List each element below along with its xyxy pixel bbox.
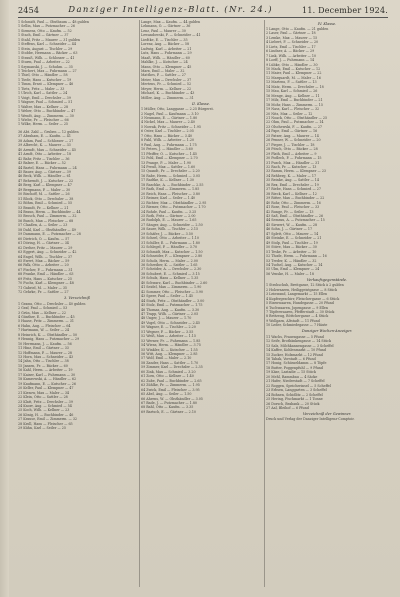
list-entry: 36 Schreiber, K. — Sattler — 1.65 bbox=[141, 262, 198, 267]
list-entry: 55 Winkler, K. — Kutscher — 1.55 bbox=[141, 347, 198, 352]
list-entry: 52 Weiß, Max — Arbeiter — 1.15 bbox=[141, 334, 196, 339]
list-entry: 42 Runge, Fr. — Seiler — 13 bbox=[266, 209, 314, 214]
list-entry: 15 Quandt, Fr. — Drechsler — 2.20 bbox=[141, 169, 200, 174]
list-entry: 15 Zucker, Holzmarkt — 12 Pfund bbox=[266, 352, 323, 357]
list-entry: 72 Gehrke, Fr. — Sattler — 27 bbox=[18, 290, 69, 295]
list-entry: Meyer, Herm. — Kellner — 22 bbox=[141, 86, 192, 91]
page-header bbox=[18, 4, 388, 16]
list-entry: 3 Leinwand, Langemarkt — 15 Ellen bbox=[266, 292, 328, 297]
list-entry: 29 Schäfer, J. — Bäcker — 3.50 bbox=[141, 231, 193, 236]
section-heading: 3. Verzeichniß bbox=[63, 296, 91, 301]
list-entry: 14 Jahn, Otto — Tischler — 38 bbox=[18, 359, 69, 364]
publication-title: Danziger Intelligenz-Blatt. (Nr. 24.) bbox=[68, 5, 273, 15]
list-entry: 2 Graf, Paul — Schmied — 53 bbox=[18, 306, 68, 311]
list-entry: 18 Butter, Poggenpfuhl — 9 Pfund bbox=[266, 365, 324, 370]
list-entry: 1 Grams, Otto — Drechsler — 40 gulden bbox=[18, 301, 86, 306]
list-entry: 50 Stüve, Max — Bäcker — 30 bbox=[266, 245, 317, 250]
list-entry: 61 Döring, H. — Gärtner — 34 bbox=[18, 241, 69, 246]
list-entry: 45 Siewert, W. — Kaufm. — 28 bbox=[266, 222, 318, 227]
list-entry: 30 Podlech, P. — Fuhrmann — 15 bbox=[266, 156, 322, 161]
list-entry: 27 Aal, Bleihof — 6 Pfund bbox=[266, 406, 309, 411]
list-entry: 52 Böhm, Emil — Schmied — 55 bbox=[18, 201, 73, 206]
list-entry: Lenz, Paul — Maurer — 30 bbox=[141, 28, 186, 33]
list-entry: 42 Sommer, Otto — Fleischer — 3.90 bbox=[141, 289, 203, 294]
issue-date: 11. December 1924. bbox=[302, 5, 388, 15]
list-entry: 12 Hoffmann, P. — Maurer — 28 bbox=[18, 350, 73, 355]
list-entry: 34 Rehberg, K. — Maler — 17 bbox=[266, 173, 317, 178]
list-entry: 44 Semrau, A. — Putzmacher — 15 bbox=[266, 218, 325, 223]
list-entry: 1 Wilke, Herm. — Seiler — 25 bbox=[18, 122, 69, 127]
list-entry: 32 Rach, Fr. — Kutscher — 13 bbox=[266, 165, 317, 169]
list-entry: 56 Venske, H. — Maler — 18 bbox=[266, 271, 314, 276]
list-entry: 62 Zube, Paul — Buchbinder — 2.65 bbox=[141, 378, 202, 383]
list-entry: 64 Engel, Wilh. — Tischler — 37 bbox=[18, 254, 73, 259]
list-entry: 51 Block, Otto — Drechsler — 38 bbox=[18, 196, 74, 201]
list-entry: 25 Hering, Fischmarkt — 1 Tonne bbox=[266, 397, 323, 402]
list-entry: 11 Maier, Paul — Klempner — 22 bbox=[266, 71, 322, 76]
list-entry: 26 König, H. — Buchbinder — 46 bbox=[18, 412, 74, 417]
list-entry: 60 Dietrich, O. — Kaufm. — 57 bbox=[18, 236, 70, 241]
list-entry: 12 Seife, Brotbänkengasse — 14 Stück bbox=[266, 339, 331, 344]
list-entry: Mann, Otto — Klempner — 45 bbox=[141, 64, 192, 69]
list-entry: Ludwig, Karl — Arbeiter — 21 bbox=[141, 46, 192, 51]
list-entry: 52 Thode, Herm. — Fuhrmann — 16 bbox=[266, 254, 327, 259]
list-entry: 20 Keller, Paul — Klempner — 47 bbox=[18, 386, 74, 391]
list-entry: 35 Scholz, Herm. — Maler — 2.00 bbox=[141, 258, 198, 263]
list-entry: 53 Treder, K. — Händler — 32 bbox=[266, 258, 317, 263]
list-entry: 9 Wollgarn, Altstadt — 11 Pfund bbox=[266, 318, 320, 323]
list-entry: 1 Wagner, Paul — Schmied — 51 bbox=[18, 100, 73, 105]
list-entry: Lutz, Hans — Fuhrmann — 29 bbox=[141, 51, 192, 56]
list-entry: 40 Schwarz, Karl — Buchbinder — 2.60 bbox=[141, 280, 208, 285]
list-entry: 1 Stobbe, Hermann — Bäcker — 63 bbox=[18, 51, 78, 56]
list-entry: 6 Hahn, Aug. — Fleischer — 64 bbox=[18, 323, 71, 328]
list-entry: 20 Nitz, Max — Seiler — 12 bbox=[266, 111, 313, 116]
list-entry: 11 Wachs, Frauengasse — 5 Pfund bbox=[266, 334, 324, 339]
list-entry: 7 Link, Wilh. — Arbeiter — 10 bbox=[266, 53, 317, 58]
list-entry: 31 Schiller, E. — Fuhrmann — 1.80 bbox=[141, 240, 200, 245]
list-entry: 14 Matz, Herm. — Drechsler — 18 bbox=[266, 84, 324, 89]
list-entry: 9 Lübke, Otto — Händler — 30 bbox=[266, 62, 318, 67]
list-entry: 56 Busch, Max — Fleischer — 68 bbox=[18, 218, 74, 223]
list-entry: 26 Rudolph, E. — Maurer — 1.65 bbox=[141, 218, 197, 223]
list-entry: Lewandowski, F. — Schneider — 41 bbox=[141, 33, 201, 38]
list-entry: 4 Nickel, Max — Maurer — 2.40 bbox=[141, 120, 195, 125]
list-entry: 10 Herrmann, J. — Kaufm. — 56 bbox=[18, 341, 72, 346]
list-entry: 21 Kiesow, Max — Maler — 34 bbox=[18, 390, 70, 395]
column-divider bbox=[264, 20, 265, 587]
list-entry: 4 Liebert, F. — Schneider — 20 bbox=[266, 40, 319, 45]
list-entry: 1 Sturm, Paul — Arbeiter — 22 bbox=[18, 60, 70, 65]
list-entry: Lange, Max — Kaufm. — 44 gulden bbox=[141, 20, 201, 24]
list-entry: 23 Erbsen, Langgarten — 3 Scheffel bbox=[266, 388, 327, 393]
list-entry: Lehmann, O. — Gärtner — 36 bbox=[141, 24, 191, 29]
list-entry: 8 Loeff, J. — Fuhrmann — 14 bbox=[266, 58, 315, 63]
list-entry: 55 Brosch, Paul — Zimmerm. — 32 bbox=[18, 214, 77, 219]
list-entry: 11 Hinz, Emil — Gärtner — 33 bbox=[18, 346, 69, 351]
list-entry: 40 Rohr, Otto — Zimmerm. — 16 bbox=[266, 200, 321, 205]
list-entry: 25 Patzer, Aug. — Maurer — 14 bbox=[266, 133, 319, 138]
list-entry: 1 Szymanski, J. — Schuhm. — 35 bbox=[18, 64, 73, 69]
list-entry: 69 Bartsch, E. — Gärtner — 2.10 bbox=[141, 409, 197, 414]
list-entry: 54 Tuchel, Aug. — Kutscher — 14 bbox=[266, 262, 323, 267]
list-entry: 65 Ewert, Max — Bäcker — 59 bbox=[18, 259, 70, 264]
list-entry: 37 Schröder, A. — Drechsler — 2.30 bbox=[141, 267, 202, 272]
list-entry: 1 Strauß, Wilh. — Schlosser — 41 bbox=[18, 55, 75, 60]
list-entry: 43 Saß, Emil — Obsthändler — 26 bbox=[266, 213, 324, 218]
list-entry: 22 Klein, Otto — Sattler — 28 bbox=[18, 395, 68, 400]
list-entry: 41 Seidel, Max — Zimmerm. — 1.90 bbox=[141, 285, 202, 290]
list-entry: 29 Kühn, Karl — Seiler — 25 bbox=[18, 426, 66, 431]
list-entry: 62 Dreher, Fritz — Maurer — 29 bbox=[18, 245, 73, 250]
list-entry: 43 Speer, Paul — Seiler — 1.45 bbox=[141, 294, 194, 299]
section-heading: Danziger Wochen-Anzeiger. bbox=[301, 329, 353, 334]
page-number: 2454 bbox=[18, 5, 40, 15]
list-entry: 18 Mohr, Hans — Zimmerm. — 15 bbox=[266, 102, 323, 107]
list-entry: 35 Reinke, Aug. — Sattler — 14 bbox=[266, 178, 319, 183]
list-entry: 67 Bade, J. — Putzmacher — 1.80 bbox=[141, 401, 198, 406]
list-entry: 19 Rath, Emil — Zimmerm. — 1.85 bbox=[141, 187, 200, 192]
list-entry: 49 Stolp, Paul — Tischler — 19 bbox=[266, 240, 318, 245]
list-entry: 27 Krause, Emil — Zimmerm. — 32 bbox=[18, 417, 78, 422]
list-entry: 1 Steffens, Karl — Schneider — 44 bbox=[18, 42, 76, 47]
list-entry: 1 Wendt, Aug. — Zimmerm. — 30 bbox=[18, 113, 74, 118]
list-entry: 2 Nagel, Paul — Kaufmann — 3.10 bbox=[141, 111, 199, 116]
list-entry: 5 Nowak, Fritz — Schneider — 1.95 bbox=[141, 124, 201, 129]
list-entry: 24 Bohnen, Schidlitz — 2 Scheffel bbox=[266, 392, 323, 397]
list-entry: 22 Ohm, Paul — Putzmacher — 14 bbox=[266, 120, 324, 125]
list-entry: 21 Reimer, Karl — Seiler — 1.40 bbox=[141, 196, 196, 201]
list-entry: 11 Pfeiffer, O. — Kutscher — 1.45 bbox=[141, 151, 198, 156]
list-entry: 47 Splett, Otto — Maurer — 14 bbox=[266, 231, 319, 236]
list-entry: 1 Weber, Otto — Buchbinder — 47 bbox=[18, 109, 76, 114]
list-entry: 37 Riebe, Hans — Schmied — 27 bbox=[266, 187, 321, 192]
list-entry: 68 Franke, Emil — Händler — 63 bbox=[18, 272, 74, 277]
list-entry: 51 Wegner, P. — Bäcker — 3.55 bbox=[141, 329, 194, 334]
list-entry: 31 Pusch, Max — Händler — 31 bbox=[266, 160, 320, 165]
list-entry: 15 Jansen, Fr. — Bäcker — 60 bbox=[18, 363, 68, 368]
list-entry: 49 Vogel, Otto — Schneider — 2.45 bbox=[141, 320, 200, 325]
list-entry: 57 Claaßen, A. — Seiler — 23 bbox=[18, 223, 68, 228]
list-entry: 20 Reich, Hans — Fleischer — 3.80 bbox=[141, 191, 201, 196]
list-entry: 33 Schmidt, Max — Kutscher — 1.50 bbox=[141, 249, 203, 254]
list-entry: 67 Fischer, P. — Fuhrmann — 31 bbox=[18, 267, 73, 272]
list-entry: 13 Salz, Milchkannengasse — 3 Scheffel bbox=[266, 343, 334, 348]
list-entry: 17 Radtke, K. — Kellner — 1.30 bbox=[141, 178, 194, 183]
list-entry: 5 Haase, Fritz — Zimmerm. — 31 bbox=[18, 319, 74, 324]
list-entry: 17 Kaiser, Karl — Fuhrmann — 30 bbox=[18, 372, 76, 377]
list-entry: 26 Penner, W. — Schneider — 20 bbox=[266, 138, 321, 143]
list-entry: 1 Lange, Otto — Kaufm. — 21 gulden bbox=[266, 26, 329, 31]
list-entry: 54 Braun, Herm. — Buchbinder — 44 bbox=[18, 210, 81, 215]
list-entry: 63 Zühlke, Fr. — Zimmerm. — 1.95 bbox=[141, 383, 200, 388]
list-entry: 50 Bischoff, M. — Sattler — 26 bbox=[18, 192, 70, 197]
list-entry: 7 Töpferwaaren, Pfefferstadt — 30 Stück bbox=[266, 310, 335, 314]
list-entry: 14 Preuß, Max — Sattler — 1.60 bbox=[141, 165, 196, 169]
list-entry: 14 Kaffee, Kohlenmarkt — 10 Pfund bbox=[266, 348, 327, 353]
list-entry: 59 Dammann, E. — Putzmacher — 28 bbox=[18, 232, 81, 237]
list-entry: 6 Tuchwaaren, Jopengasse — 9 Ellen bbox=[266, 305, 328, 310]
binding-margin bbox=[0, 0, 9, 597]
list-entry: 46 Thomas, Aug. — Kaufm. — 3.30 bbox=[141, 307, 200, 312]
list-entry: 17 Milz, Emil — Buchbinder — 21 bbox=[266, 98, 323, 103]
list-entry: 18 Kamrowski, A. — Händler — 62 bbox=[18, 377, 77, 382]
column-2 bbox=[141, 20, 261, 587]
list-entry: Marx, Emil — Maler — 32 bbox=[141, 68, 185, 73]
list-entry: Druck und Verlag der Danziger Intelligenz-Comptoir. bbox=[266, 417, 355, 422]
list-entry: 22 Roggen, Speicherinsel — 5 Scheffel bbox=[266, 383, 331, 388]
list-entry: 60 Zink, Max — Schmied — 3.20 bbox=[141, 369, 196, 374]
list-entry: 8 Heinrich, K. — Obsthändler — 50 bbox=[18, 332, 78, 337]
list-entry: 10 Leder, Schmiedegasse — 7 Häute bbox=[266, 323, 328, 328]
list-entry: 58 Zander, Hans — Sattler — 1.70 bbox=[141, 360, 199, 365]
list-entry: 66 Falk, Otto — Arbeiter — 20 bbox=[18, 263, 69, 268]
section-heading: Verzeichniß der Gewinner. bbox=[302, 411, 352, 416]
list-entry: 70 Fuchs, Karl — Klempner — 48 bbox=[18, 281, 74, 286]
list-entry: 56 Witt, Aug. — Klempner — 2.85 bbox=[141, 352, 198, 357]
list-entry: Möller, Aug. — Zimmerm. — 31 bbox=[141, 95, 194, 100]
list-entry: 8 Pahl, Wilh. — Arbeiter — 1.20 bbox=[141, 138, 195, 143]
column-divider bbox=[139, 20, 140, 587]
list-entry: 7 Hartmann, W. — Seiler — 24 bbox=[18, 328, 70, 333]
list-entry: 24 Rohde, Paul — Kaufm. — 3.25 bbox=[141, 209, 197, 214]
list-entry: 44 Stark, Fritz — Obsthändler — 3.00 bbox=[141, 298, 205, 303]
list-entry: 38 Schubert, E. — Schmied — 3.15 bbox=[141, 271, 200, 276]
list-entry: 54 Wiens, Herm. — Händler — 3.75 bbox=[141, 343, 201, 348]
list-entry: 23 Olschewski, F. — Kaufm. — 27 bbox=[266, 124, 323, 129]
list-entry: 13 Martens, F. — Sattler — 13 bbox=[266, 80, 317, 85]
list-entry: Mahlke, J. — Kutscher — 24 bbox=[141, 60, 188, 65]
list-entry: 47 Trapp, Wilh. — Gärtner — 2.05 bbox=[141, 311, 199, 316]
list-entry: 25 Roth, Fritz — Gärtner — 2.00 bbox=[141, 213, 196, 218]
list-entry: 49 Bergmann, P. — Maler — 30 bbox=[18, 187, 71, 192]
list-entry: 1 Schmidt, Paul — Obstbaum — 48 gulden bbox=[18, 20, 89, 24]
list-entry: 59 Zimmer, Karl — Drechsler — 2.35 bbox=[141, 365, 203, 370]
column-3 bbox=[266, 20, 388, 587]
list-entry: 8 Bettzeug, Böttchergasse — 4 Stück bbox=[266, 314, 329, 319]
list-entry: 58 Dahl, Karl — Obsthändler — 49 bbox=[18, 227, 76, 232]
list-entry: 43 Balzer, E. — Bäcker — 52 bbox=[18, 161, 66, 166]
list-entry: 16 Kahl, Herm. — Arbeiter — 19 bbox=[18, 368, 73, 373]
list-entry: Meier, Max — Drechsler — 37 bbox=[141, 77, 192, 82]
list-entry: 48 Steinke, E. — Schneider — 21 bbox=[266, 236, 322, 241]
list-entry: 1 Voigt, Emil — Drechsler — 39 bbox=[18, 95, 71, 100]
list-entry: 3 Grün, Max — Kellner — 22 bbox=[18, 310, 66, 315]
list-entry: 66 Ahrens, W. — Obsthändler — 3.05 bbox=[141, 396, 203, 401]
list-entry: 28 Pitsch, Otto — Bäcker — 28 bbox=[266, 147, 318, 152]
list-entry: 9 Hennig, Hans — Putzmacher — 29 bbox=[18, 337, 80, 342]
list-entry: 21 Hafer, Niederstadt — 7 Scheffel bbox=[266, 379, 325, 384]
list-entry: 16 Tabak, Vorstadt — 6 Pfund bbox=[266, 357, 316, 362]
list-entry: 55 Ulm, Emil — Klempner — 24 bbox=[266, 267, 320, 272]
list-entry: 53 Brandt, Fr. — Kellner — 21 bbox=[18, 205, 69, 210]
list-entry: 47 Behrendt, J. — Kutscher — 22 bbox=[18, 178, 74, 183]
list-entry: 13 Prange, P. — Maler — 1.90 bbox=[141, 160, 191, 165]
list-entry: 30 Scheel, Otto — Arbeiter — 1.10 bbox=[141, 236, 199, 241]
list-entry: 38 Rieck, Karl — Kellner — 12 bbox=[266, 191, 317, 196]
list-entry: 10 Peters, J. — Händler — 3.60 bbox=[141, 147, 193, 152]
list-entry: 4 Günther, E. — Buchbinder — 45 bbox=[18, 314, 75, 319]
list-entry: 33 Ramm, Herm. — Klempner — 23 bbox=[266, 169, 327, 174]
list-entry: 29 Plath, Emil — Arbeiter — 9 bbox=[266, 151, 317, 156]
list-entry: 3 Lemke, Max — Maurer — 15 bbox=[266, 35, 318, 40]
list-entry: 41 Arndt, Otto — Arbeiter — 18 bbox=[18, 152, 72, 157]
list-entry: 17 Honig, Schüsseldamm — 8 Töpfe bbox=[266, 361, 327, 366]
list-entry: 27 Sänger, Aug. — Schneider — 2.50 bbox=[141, 222, 203, 227]
list-entry: 28 Sauer, Wilh. — Tischler — 2.15 bbox=[141, 227, 199, 232]
list-entry: 46 Sohn, J. — Gärtner — 17 bbox=[266, 227, 313, 232]
list-entry: 19 Käse, Lastadie — 15 Stück bbox=[266, 370, 316, 375]
list-entry: 32 Schlegel, P. — Händler — 3.70 bbox=[141, 245, 198, 250]
list-entry: 36 Rex, Emil — Drechsler — 19 bbox=[266, 182, 319, 187]
section-heading: II. Klasse. bbox=[191, 101, 211, 106]
list-entry: 5 Lietz, Emil — Tischler — 17 bbox=[266, 44, 316, 49]
list-entry: Mertens, Fr. — Schmied — 52 bbox=[141, 82, 192, 87]
list-entry: 10 Mack, Emil — Kutscher — 12 bbox=[266, 67, 321, 72]
list-entry: 61 Zorn, Otto — Kellner — 1.40 bbox=[141, 374, 194, 379]
list-entry: 64 Zwick, Emil — Fleischer — 3.95 bbox=[141, 387, 200, 392]
list-entry: 6 Lindner, A. — Bäcker — 29 bbox=[266, 49, 315, 54]
list-entry: 1 Stein, August — Tischler — 29 bbox=[18, 46, 73, 51]
list-entry: 48 Berg, Karl — Klempner — 47 bbox=[18, 183, 72, 188]
list-entry: Liedtke, E. — Tischler — 35 bbox=[141, 37, 188, 42]
list-entry: Maaß, Wilh. — Händler — 60 bbox=[141, 55, 190, 60]
list-entry: 7 Otto, Hans — Bäcker — 3.40 bbox=[141, 133, 193, 138]
list-entry: 39 Ritter, Max — Buchbinder — 22 bbox=[266, 196, 325, 201]
list-entry: 36 Abt. Zahl — Gruben — 12 gulden bbox=[18, 129, 79, 134]
list-entry: 51 Teske, Fr. — Arbeiter — 10 bbox=[266, 249, 317, 254]
list-entry: 23 Klatt, Fritz — Drechsler — 39 bbox=[18, 399, 73, 404]
list-entry: 13 Horn, Max — Schneider — 43 bbox=[18, 355, 74, 360]
list-entry: 39 Schulz, Hans — Kellner — 1.35 bbox=[141, 276, 199, 281]
list-entry: 45 Bauer, Aug. — Gärtner — 39 bbox=[18, 169, 71, 174]
list-entry: 1 Müller, Otto, Langgasse — 2.25 Bürgerst. bbox=[141, 107, 214, 112]
list-entry: 2 Holzwaaren, Heiliggeistgasse — 8 Stück bbox=[266, 287, 338, 292]
list-entry: Michael, K. — Buchbinder — 43 bbox=[141, 91, 195, 96]
list-entry: 57 Wolf, Emil — Maler — 2.10 bbox=[141, 356, 192, 361]
list-entry: 37 Abraham, E. — Kaufm. — 41 bbox=[18, 134, 71, 139]
list-entry: 5 Eisenwaaren, Hundegasse — 20 Pfund bbox=[266, 301, 334, 306]
list-entry: 18 Raschke, A. — Buchbinder — 2.55 bbox=[141, 182, 204, 187]
list-entry: 34 Schneider, F. — Klempner — 2.80 bbox=[141, 254, 203, 259]
list-entry: Matthes, P. — Sattler — 27 bbox=[141, 73, 186, 78]
list-entry: 16 Menge, Aug. — Kellner — 11 bbox=[266, 93, 320, 98]
list-entry: 19 Kaufmann, E. — Kutscher — 26 bbox=[18, 381, 76, 386]
list-entry: 16 Rabe, Herm. — Schmied — 3.05 bbox=[141, 173, 201, 178]
list-entry: 3 Neumann, E. — Gärtner — 1.80 bbox=[141, 116, 198, 121]
list-entry: 1 Tiede, Hans — Kutscher — 19 bbox=[18, 77, 72, 82]
list-entry: 53 Werner, Fr. — Fuhrmann — 1.85 bbox=[141, 338, 201, 343]
list-entry: 65 Abel, Aug. — Seiler — 1.50 bbox=[141, 392, 192, 397]
list-entry: 12 Marquardt, M. — Maler — 16 bbox=[266, 75, 321, 80]
section-heading: IV. Klasse. bbox=[317, 21, 337, 26]
list-entry: 1 Stahl, Fritz — Maurer — 31 gulden bbox=[18, 37, 81, 42]
list-entry: 22 Richter, Max — Obsthändler — 2.95 bbox=[141, 200, 207, 205]
list-entry: 1 Strohschuh, Breitgasse, 12 Stück à 2 gulden bbox=[266, 283, 344, 288]
list-entry: 1 Timm, Ernst — Klempner — 46 bbox=[18, 82, 74, 87]
list-entry: 39 Albrecht, K. — Maurer — 33 bbox=[18, 143, 71, 148]
list-entry: 27 Pieper, J. — Tischler — 18 bbox=[266, 142, 315, 147]
list-entry: 38 Adam, Paul — Schlosser — 27 bbox=[18, 138, 74, 143]
list-entry: Lorenz, Aug. — Bäcker — 58 bbox=[141, 42, 190, 47]
list-entry: 1 Ulrich, Karl — Sattler — 24 bbox=[18, 91, 68, 96]
list-entry: 20 Mehl, Rammbau — 4 Säcke bbox=[266, 374, 318, 379]
list-entry: 1 Sellin, Max — Putzmacher — 26 bbox=[18, 24, 75, 29]
list-entry: 2 Laser, Paul — Gärtner — 18 bbox=[266, 31, 316, 36]
list-entry: 1 Wiebe, Fr. — Fleischer — 66 bbox=[18, 117, 69, 122]
list-entry: 40 Arendt, Max — Schneider — 45 bbox=[18, 147, 76, 152]
list-entry: 68 Bahl, Otto — Kaufm. — 3.35 bbox=[141, 405, 194, 410]
list-entry: 24 Pape, Emil — Gärtner — 16 bbox=[266, 129, 318, 134]
list-entry: 24 Knorr, Aug. — Schmied — 54 bbox=[18, 404, 72, 409]
list-entry: 71 Gabriel, M. — Maler — 35 bbox=[18, 285, 68, 290]
list-entry: 1 Stach, Emil — Gärtner — 37 bbox=[18, 33, 69, 38]
list-entry: 1 Siemens, Otto — Kaufm. — 52 bbox=[18, 28, 72, 33]
list-entry: 4 Kupfergeschirr, Fleischergasse — 6 Stück bbox=[266, 296, 340, 301]
list-entry: 44 Bartel, Hans — Fuhrmann — 24 bbox=[18, 165, 77, 170]
list-entry: 23 Riemer, Otto — Putzmacher — 1.70 bbox=[141, 205, 206, 210]
list-entry: 6 Oster, Karl — Tischler — 2.05 bbox=[141, 129, 194, 134]
list-entry: 46 Beck, Wilh. — Händler — 61 bbox=[18, 174, 71, 179]
list-entry: 63 Eggert, Aug. — Schneider — 42 bbox=[18, 250, 77, 255]
column-1 bbox=[18, 20, 136, 587]
list-entry: 69 Fritz, Hans — Kutscher — 25 bbox=[18, 276, 72, 281]
list-entry: 28 Kroll, Hans — Fleischer — 65 bbox=[18, 421, 73, 426]
list-entry: 25 Koch, Wilh. — Kellner — 23 bbox=[18, 408, 70, 413]
list-entry: 1 Walter, Max — Kellner — 28 bbox=[18, 104, 69, 109]
header-rule bbox=[18, 17, 388, 18]
list-entry: 1 Teichert, Max — Fuhrmann — 27 bbox=[18, 68, 77, 73]
list-entry: 41 Rose, Paul — Fleischer — 33 bbox=[266, 205, 320, 210]
list-entry: 21 Noack, Otto — Obsthändler — 25 bbox=[266, 116, 328, 121]
section-heading: Verkaufsgegenstände. bbox=[306, 277, 348, 282]
list-entry: 48 Unger, J. — Maurer — 1.70 bbox=[141, 316, 192, 321]
list-entry: 45 Stolz, Emil — Putzmacher — 1.75 bbox=[141, 303, 203, 308]
list-entry: 42 Bahr, Fritz — Tischler — 36 bbox=[18, 156, 70, 161]
list-entry: 1 Tietz, Fritz — Maler — 33 bbox=[18, 86, 65, 91]
list-entry: 15 Mau, Karl — Schmied — 26 bbox=[266, 89, 318, 94]
list-entry: 19 Nass, Karl — Fleischer — 32 bbox=[266, 107, 320, 112]
list-entry: 26 Dorsch, Brabank — 20 Stück bbox=[266, 401, 320, 406]
list-entry: 12 Pohl, Emil — Klempner — 2.70 bbox=[141, 156, 198, 161]
list-entry: 9 Paul, Aug. — Fuhrmann — 1.75 bbox=[141, 142, 197, 147]
list-entry: 1 Thiel, Otto — Händler — 58 bbox=[18, 73, 68, 78]
list-entry: 50 Wagner, E. — Tischler — 2.20 bbox=[141, 325, 196, 330]
